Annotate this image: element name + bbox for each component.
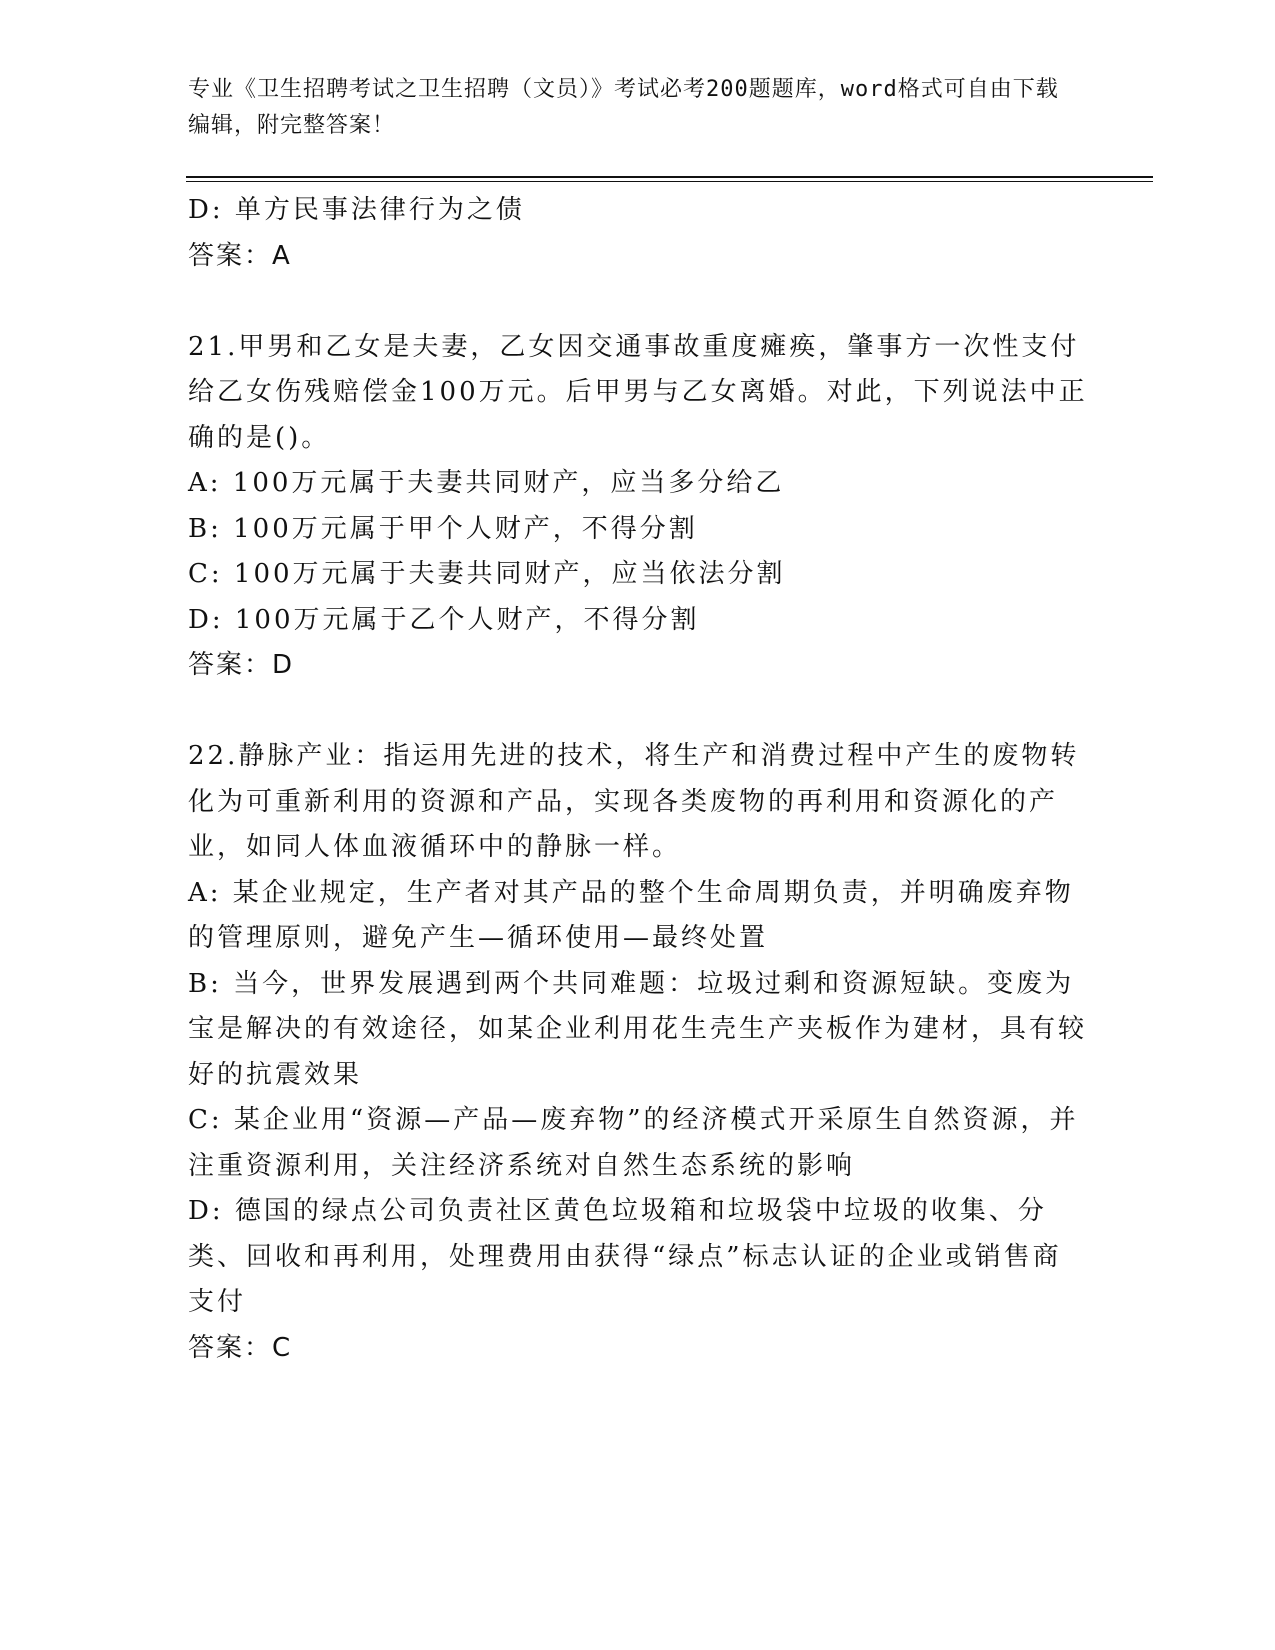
spacer	[188, 279, 1088, 325]
q22-option-b: B: 当今，世界发展遇到两个共同难题：垃圾过剩和资源短缺。变废为宝是解决的有效途径，如某企业利用花生壳生产夹板作为建材，具有较好的抗震效果	[188, 968, 1088, 1090]
header-rule-thick	[186, 176, 1153, 178]
q21-stem: 21.甲男和乙女是夫妻，乙女因交通事故重度瘫痪，肇事方一次性支付给乙女伤残赔偿金100万元。后甲男与乙女离婚。对此，下列说法中正确的是()。	[188, 331, 1088, 453]
q21-option-b: B: 100万元属于甲个人财产，不得分割	[188, 513, 698, 544]
q22-option-d: D: 德国的绿点公司负责社区黄色垃圾箱和垃圾袋中垃圾的收集、分类、回收和再利用，处理费用由获得“绿点”标志认证的企业或销售商支付	[188, 1196, 1062, 1317]
q21-option-d: D: 100万元属于乙个人财产，不得分割	[188, 604, 700, 635]
document-body	[188, 188, 1088, 1371]
q21-option-a: A: 100万元属于夫妻共同财产，应当多分给乙	[188, 468, 785, 498]
q22-option-a: A: 某企业规定，生产者对其产品的整个生命周期负责，并明确废弃物的管理原则，避免产生—循环使用—最终处置	[188, 877, 1074, 953]
q22-answer: 答案：C	[188, 1332, 293, 1363]
header-rule-thin	[186, 181, 1153, 182]
q21-option-c: C: 100万元属于夫妻共同财产，应当依法分割	[188, 559, 786, 589]
page-header: 专业《卫生招聘考试之卫生招聘（文员）》考试必考200题题库，word格式可自由下载编辑，附完整答案！	[188, 77, 1059, 138]
q22-stem: 22.静脉产业：指运用先进的技术，将生产和消费过程中产生的废物转化为可重新利用的资源和产品，实现各类废物的再利用和资源化的产业，如同人体血液循环中的静脉一样。	[188, 741, 1080, 862]
prev-option-d: D: 单方民事法律行为之债	[188, 195, 525, 225]
q22-option-c: C: 某企业用“资源—产品—废弃物”的经济模式开采原生自然资源，并注重资源利用，关注经济系统对自然生态系统的影响	[188, 1105, 1079, 1181]
prev-answer: 答案：A	[188, 240, 292, 271]
spacer	[188, 689, 1088, 735]
q21-answer: 答案：D	[188, 650, 295, 680]
